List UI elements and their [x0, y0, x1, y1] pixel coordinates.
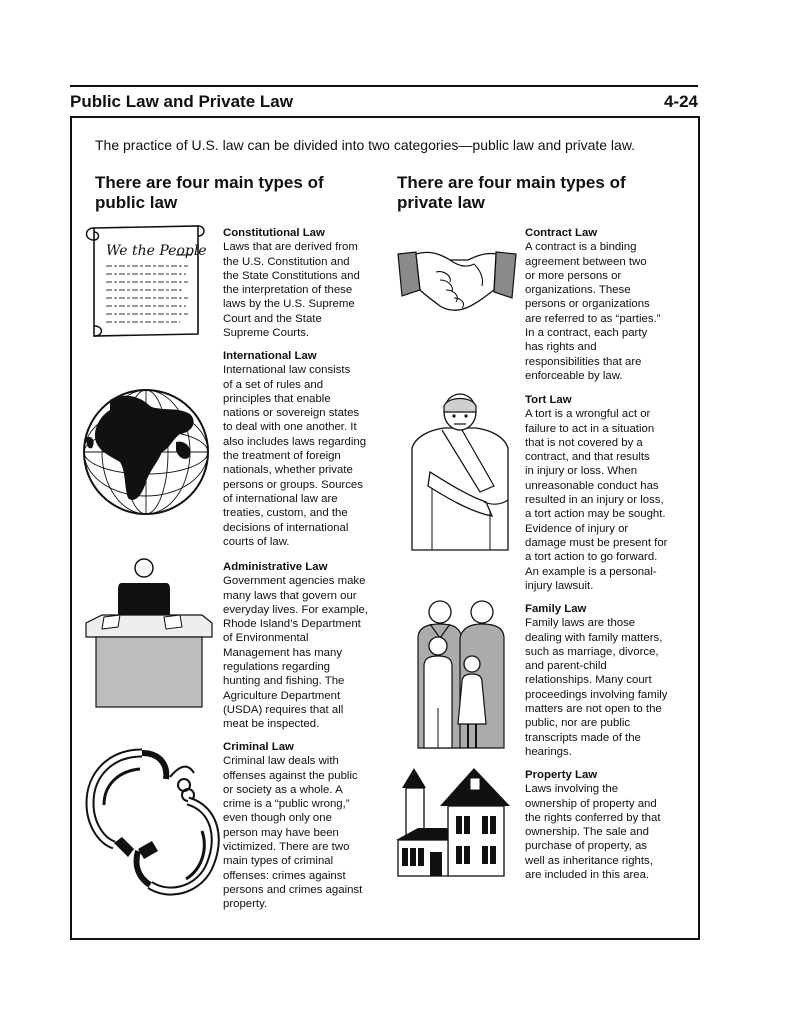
entry-line: of international law are	[223, 492, 338, 505]
intro-text: The practice of U.S. law can be divided into two categories—public law and private law.	[95, 137, 636, 153]
entry-line: purchase of property, as	[525, 840, 647, 853]
entry-line: Rhode Island’s Department	[223, 618, 361, 631]
entry-title: International Law	[223, 350, 317, 362]
entry-line: of Environmental	[223, 632, 309, 645]
entry-line: responsibilities that are	[525, 355, 642, 368]
entry-line: has rights and	[525, 341, 597, 354]
entry-line: are referred to as “parties.”	[525, 312, 661, 325]
entry-line: persons and crimes against	[223, 883, 363, 896]
entry-title: Administrative Law	[223, 561, 328, 573]
entry-line: resulted in an injury or loss,	[525, 494, 664, 507]
entry-line: International law consists	[223, 364, 351, 377]
entry-line: persons or groups. Sources	[223, 478, 363, 491]
private-heading-line-1: There are four main types of	[397, 173, 626, 192]
entry-title: Family Law	[525, 603, 587, 615]
entry-line: meat be inspected.	[223, 718, 320, 731]
house-icon	[394, 766, 512, 878]
entry-line: the interpretation of these	[223, 284, 353, 297]
entry-line: a tort action may be sought.	[525, 508, 666, 521]
entry-line: failure to act in a situation	[525, 422, 655, 435]
entry-title: Contract Law	[525, 227, 598, 239]
entry-line: relationships. Many court	[525, 674, 652, 687]
entry-line: offenses against the public	[223, 769, 358, 782]
entry-title: Property Law	[525, 769, 598, 781]
entry-line: are included in this area.	[525, 869, 650, 882]
injured-person-icon	[410, 392, 510, 552]
entry-line: In a contract, each party	[525, 327, 648, 340]
entry-line: to deal with one another. It	[223, 421, 357, 434]
entry-international-law	[223, 349, 376, 549]
entry-line: main types of criminal	[223, 855, 334, 868]
entry-line: organizations. These	[525, 284, 631, 297]
handcuffs-icon	[84, 745, 224, 900]
entry-constitutional-law	[223, 226, 376, 340]
entry-line: such as marriage, divorce,	[525, 645, 659, 658]
family-icon	[412, 598, 520, 750]
entry-line: Agriculture Department	[223, 689, 341, 702]
entry-line: offenses: crimes against	[223, 869, 346, 882]
entry-line: Government agencies make	[223, 575, 366, 588]
entry-line: victimized. There are two	[223, 841, 350, 854]
entry-criminal-law	[223, 740, 376, 912]
private-heading-line-2: private law	[397, 193, 485, 212]
entry-line: in injury or loss. When	[525, 465, 638, 478]
header-rule	[70, 85, 698, 87]
entry-line: courts of law.	[223, 535, 290, 548]
entry-line: nationals, whether private	[223, 464, 353, 477]
entry-line: contract, and that results	[525, 451, 650, 464]
entry-line: treaties, custom, and the	[223, 507, 348, 520]
entry-family-law	[525, 602, 678, 759]
entry-line: Court and the State	[223, 312, 322, 325]
entry-line: the rights conferred by that	[525, 811, 661, 824]
entry-line: hunting and fishing. The	[223, 675, 345, 688]
entry-line: public, nor are public	[525, 717, 631, 730]
page-number: 4-24	[663, 92, 698, 111]
entry-line: transcripts made of the	[525, 731, 641, 744]
entry-line: hearings.	[525, 745, 572, 758]
constitution-scroll-icon	[80, 222, 208, 342]
entry-line: person may have been	[223, 826, 339, 839]
public-law-heading	[95, 173, 365, 213]
entry-line: Supreme Courts.	[223, 327, 310, 340]
entry-line: many laws that govern our	[223, 589, 357, 602]
entry-line: Management has many	[223, 646, 343, 659]
entry-line: or more persons or	[525, 269, 622, 282]
entry-line: proceedings involving family	[525, 688, 668, 701]
entry-line: Evidence of injury or	[525, 522, 629, 535]
public-heading-line-2: public law	[95, 193, 178, 212]
entry-line: even though only one	[223, 812, 332, 825]
entry-line: Family laws are those	[525, 617, 636, 630]
entry-line: principles that enable	[223, 392, 331, 405]
entry-title: Tort Law	[525, 394, 572, 406]
entry-line: everyday lives. For example,	[223, 603, 368, 616]
entry-line: An example is a personal-	[525, 565, 657, 578]
entry-line: damage must be present for	[525, 536, 668, 549]
podium-official-icon	[84, 557, 214, 709]
entry-line: also includes laws regarding	[223, 435, 367, 448]
entry-line: persons or organizations	[525, 298, 650, 311]
entry-line: enforceable by law.	[525, 369, 623, 382]
entry-line: or society as a whole. A	[223, 783, 343, 796]
entry-line: crime is a “public wrong,”	[223, 798, 350, 811]
entry-line: A tort is a wrongful act or	[525, 408, 651, 421]
entry-tort-law	[525, 393, 678, 593]
entry-line: and parent-child	[525, 660, 607, 673]
entry-line: Laws involving the	[525, 783, 619, 796]
entry-line: that is not covered by a	[525, 436, 643, 449]
entry-title: Constitutional Law	[223, 227, 325, 239]
entry-line: dealing with family matters,	[525, 631, 663, 644]
entry-property-law	[525, 768, 678, 882]
entry-line: a tort action to go forward.	[525, 551, 658, 564]
entry-contract-law	[525, 226, 678, 383]
entry-line: Criminal law deals with	[223, 755, 339, 768]
entry-line: regulations regarding	[223, 661, 331, 674]
entry-line: injury lawsuit.	[525, 579, 594, 592]
entry-line: the U.S. Constitution and	[223, 255, 350, 268]
handshake-icon	[396, 240, 518, 316]
entry-line: the State Constitutions and	[223, 269, 360, 282]
globe-icon	[80, 386, 212, 518]
entry-line: ownership of property and	[525, 797, 657, 810]
entry-line: A contract is a binding	[525, 241, 637, 254]
entry-line: decisions of international	[223, 521, 349, 534]
entry-line: the treatment of foreign	[223, 450, 341, 463]
page-title: Public Law and Private Law	[70, 92, 293, 111]
entry-line: ownership. The sale and	[525, 826, 649, 839]
entry-line: property.	[223, 898, 268, 911]
entry-line: (USDA) requires that all	[223, 703, 344, 716]
entry-line: nations or sovereign states	[223, 407, 360, 420]
entry-line: unreasonable conduct has	[525, 479, 659, 492]
entry-line: well as inheritance rights,	[525, 854, 653, 867]
public-heading-line-1: There are four main types of	[95, 173, 324, 192]
entry-administrative-law	[223, 560, 376, 732]
entry-line: agreement between two	[525, 255, 647, 268]
entry-line: Laws that are derived from	[223, 241, 358, 254]
entry-line: laws by the U.S. Supreme	[223, 298, 355, 311]
entry-title: Criminal Law	[223, 741, 294, 753]
entry-line: matters are not open to the	[525, 703, 662, 716]
constitution-script: We the People	[106, 243, 207, 259]
private-law-heading	[397, 173, 667, 213]
entry-line: of a set of rules and	[223, 378, 324, 391]
